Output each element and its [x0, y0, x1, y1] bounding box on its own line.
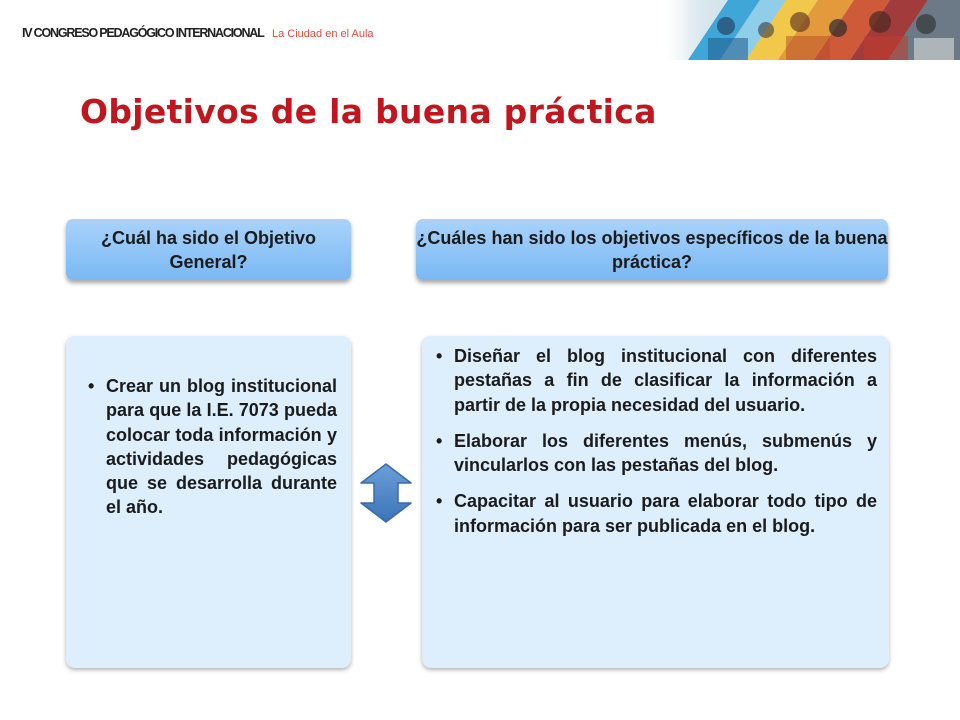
- list-item-text: Elaborar los diferentes menús, submenús y vincularlos con las pestañas del blog.: [454, 430, 877, 476]
- event-name: IV CONGRESO PEDAGÓGICO INTERNACIONAL: [22, 26, 264, 40]
- general-objective-question: [66, 219, 351, 280]
- general-objective-question-text: ¿Cuál ha sido el Objetivo General?: [100, 227, 317, 272]
- list-item: [436, 429, 877, 478]
- list-item-text: Diseñar el blog institucional con diferentes pestañas a fin de clasificar la información a partir de la propia necesidad del usuario.: [454, 346, 877, 415]
- event-header: [22, 24, 374, 42]
- bullet-icon: •: [436, 346, 443, 366]
- specific-objectives-box: [422, 336, 889, 668]
- page-title: Objetivos de la buena práctica: [80, 92, 657, 131]
- specific-objectives-question-text: ¿Cuáles han sido los objetivos específicos de la buena práctica?: [416, 227, 888, 272]
- list-item-text: Capacitar al usuario para elaborar todo tipo de información para ser publicada en el blog.: [454, 491, 877, 536]
- banner-photo-strip: [668, 0, 960, 60]
- double-arrow-icon: [355, 462, 417, 524]
- specific-objectives-question: [416, 219, 888, 280]
- bullet-icon: •: [88, 376, 95, 396]
- list-item: [436, 344, 877, 417]
- event-tagline: La Ciudad en el Aula: [272, 28, 374, 40]
- list-item: [88, 374, 337, 520]
- general-objective-list: [88, 374, 337, 520]
- bullet-icon: •: [436, 430, 443, 451]
- specific-objectives-list: [436, 344, 877, 538]
- list-item: [436, 489, 877, 538]
- list-item-text: Crear un blog institucional para que la I.E. 7073 pueda colocar toda información y actividades pedagógicas que se desarrolla durante el año.: [106, 376, 337, 518]
- bullet-icon: •: [436, 491, 443, 512]
- general-objective-box: [66, 336, 351, 668]
